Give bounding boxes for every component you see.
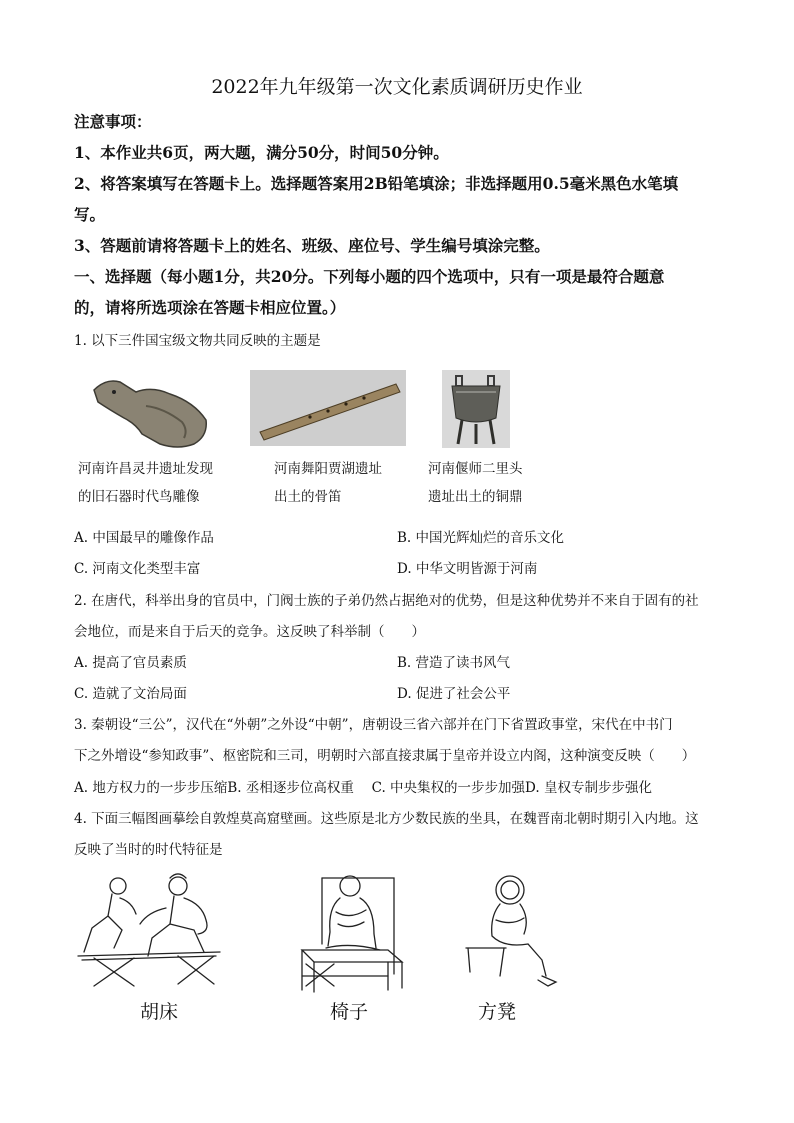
q4-label-3: 方凳 xyxy=(478,1001,517,1023)
bird-carving-icon xyxy=(90,372,212,452)
notice-item-1: 1、本作业共6页，两大题，满分50分，时间50分钟。 xyxy=(74,143,449,162)
section-heading: 一、选择题（每小题1分，共20分。下列每小题的四个选项中，只有一项是最符合题意 xyxy=(74,267,665,286)
square-stool-sketch-icon xyxy=(460,864,560,998)
notice-item-2: 2、将答案填写在答题卡上。选择题答案用2B铅笔填涂；非选择题用0.5毫米黑色水笔填 xyxy=(74,174,679,193)
bone-flute-icon xyxy=(250,370,406,446)
q2-option-a: A. 提高了官员素质 xyxy=(74,655,187,671)
q1-option-a: A. 中国最早的雕像作品 xyxy=(74,530,214,546)
q2-option-c: C. 造就了文治局面 xyxy=(74,686,187,702)
section-heading-cont: 的，请将所选项涂在答题卡相应位置。） xyxy=(74,298,346,317)
q3-stem-cont: 下之外增设“参知政事”、枢密院和三司，明朝时六部直接隶属于皇帝并设立内阁，这种演变反映（ ） xyxy=(74,748,696,764)
bronze-ding-icon xyxy=(442,370,510,448)
q1-caption-3: 河南偃师二里头 遗址出土的铜鼎 xyxy=(428,461,523,505)
notice-heading: 注意事项： xyxy=(74,112,152,131)
q3-options: A. 地方权力的一步步压缩B. 丞相逐步位高权重 C. 中央集权的一步步加强D. 皇权专制步步强化 xyxy=(74,780,652,796)
q2-option-d: D. 促进了社会公平 xyxy=(397,686,511,702)
q4-label-1: 胡床 xyxy=(140,1001,179,1023)
chair-sketch-icon xyxy=(288,864,414,994)
q1-caption-2: 河南舞阳贾湖遗址 出土的骨笛 xyxy=(274,461,382,505)
q4-stem: 4. 下面三幅图画摹绘自敦煌莫高窟壁画。这些原是北方少数民族的坐具，在魏晋南北朝时期引入内地。这 xyxy=(74,811,699,827)
q3-stem: 3. 秦朝设“三公”，汉代在“外朝”之外设“中朝”，唐朝设三省六部并在门下省置政事堂，宋代在中书门 xyxy=(74,717,673,733)
notice-item-3: 3、答题前请将答题卡上的姓名、班级、座位号、学生编号填涂完整。 xyxy=(74,236,550,255)
q4-label-2: 椅子 xyxy=(330,1001,369,1023)
hu-bed-sketch-icon xyxy=(74,868,226,990)
notice-item-2-cont: 写。 xyxy=(74,205,106,224)
q2-option-b: B. 营造了读书风气 xyxy=(397,655,511,671)
q1-caption-1: 河南许昌灵井遗址发现 的旧石器时代鸟雕像 xyxy=(78,461,213,505)
q1-option-b: B. 中国光辉灿烂的音乐文化 xyxy=(397,530,565,546)
q1-option-d: D. 中华文明皆源于河南 xyxy=(397,561,538,577)
q1-stem: 1. 以下三件国宝级文物共同反映的主题是 xyxy=(74,333,321,349)
q4-stem-cont: 反映了当时的时代特征是 xyxy=(74,842,223,858)
q1-option-c: C. 河南文化类型丰富 xyxy=(74,561,201,577)
page-title: 2022年九年级第一次文化素质调研历史作业 xyxy=(211,76,583,98)
q2-stem-cont: 会地位，而是来自于后天的竞争。这反映了科举制（ ） xyxy=(74,624,425,640)
q2-stem: 2. 在唐代，科举出身的官员中，门阀士族的子弟仍然占据绝对的优势，但是这种优势并不来自于固有的社 xyxy=(74,593,699,609)
